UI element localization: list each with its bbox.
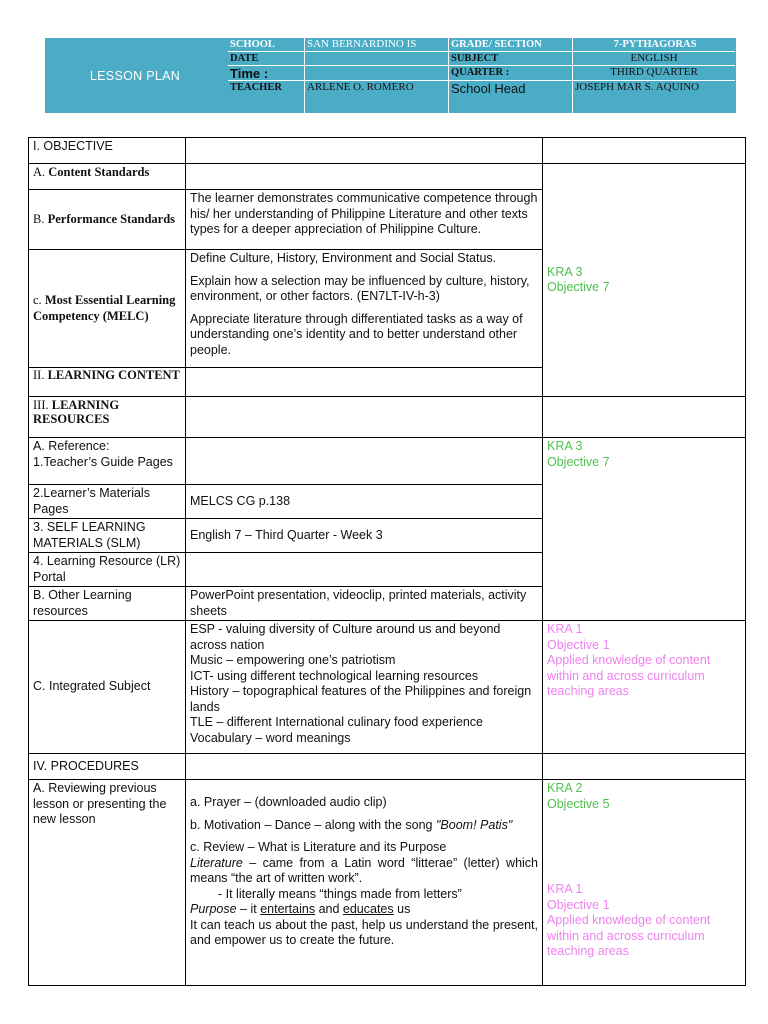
subject-label: SUBJECT (448, 52, 572, 66)
table-row (29, 621, 746, 754)
time-value (304, 66, 448, 81)
reference-label: A. Reference: 1.Teacher’s Guide Pages (29, 438, 186, 485)
kra-description: Applied knowledge of content within and across curriculum teaching areas (547, 653, 711, 698)
motivation-text: b. Motivation – Dance – along with the song "Boom! Patis" (190, 817, 513, 832)
melc-text: Define Culture, History, Environment and Social Status. Explain how a selection may be influenced by culture, history, environment, or other factors. (EN7LT-IV-h-3) Appreciate literature through differentiated tasks as a way of understanding one’s identity and to better understand other people. (186, 250, 543, 368)
review-text: c. Review – What is Literature and its Purpose (190, 840, 447, 854)
kra-label: KRA 3 (547, 264, 583, 279)
grade-section-label: GRADE/ SECTION (448, 38, 572, 52)
purpose-text: Purpose – it entertains and educates us (190, 902, 411, 916)
time-label: Time : (228, 66, 304, 81)
teach-text: It can teach us about the past, help us understand the present, and empower us to create the future. (190, 917, 538, 947)
table-row (29, 138, 746, 164)
prayer-text: a. Prayer – (downloaded audio clip) (190, 795, 387, 809)
other-resources-text: PowerPoint presentation, videoclip, printed materials, activity sheets (186, 587, 543, 621)
school-label: SCHOOL (228, 38, 304, 52)
kra-objective-cell (543, 621, 746, 754)
integrated-subject-text: ESP - valuing diversity of Culture around us and beyond across nation Music – empowering one’s patriotism ICT- using different technological learning resources History – topographical features of the Philippines and foreign lands TLE – different International culinary food experience Vocabulary – word meanings (186, 621, 543, 754)
objective-label: Objective 5 (547, 796, 610, 811)
objective-label: Objective 1 (547, 897, 610, 912)
header-info-grid (225, 38, 736, 113)
date-label: DATE (228, 52, 304, 66)
learners-materials-label: 2.Learner’s Materials Pages (29, 485, 186, 519)
subject-value: ENGLISH (572, 52, 735, 66)
learning-resources-label: III. LEARNING RESOURCES (29, 397, 186, 438)
kra-label: KRA 1 (547, 622, 583, 636)
quarter-label: QUARTER : (448, 66, 572, 81)
lesson-plan-title: LESSON PLAN (89, 68, 181, 83)
kra-objective-cell (543, 438, 746, 621)
kra-label: KRA 3 (547, 439, 583, 453)
melc-label: c. Most Essential Learning Competency (MELC) (29, 250, 186, 368)
teacher-label: TEACHER (230, 82, 282, 93)
reviewing-label: A. Reviewing previous lesson or presenting the new lesson (29, 780, 186, 986)
procedure-text (186, 780, 543, 986)
literally-text: - It literally means “things made from letters” (218, 886, 462, 901)
kra-label: KRA 1 (547, 882, 583, 896)
kra-objective-cell (543, 780, 746, 986)
lesson-plan-table (28, 137, 746, 986)
performance-standards-label: B. Performance Standards (29, 190, 186, 250)
objective-label: Objective 7 (547, 454, 610, 469)
learners-materials-text: MELCS CG p.138 (186, 485, 543, 519)
table-row (29, 164, 746, 190)
literature-definition: Literature – came from a Latin word “litterae” (letter) which means “the art of written work”. (190, 855, 538, 885)
other-resources-label: B. Other Learning resources (29, 587, 186, 621)
procedures-heading: IV. PROCEDURES (29, 754, 186, 780)
objective-heading: I. OBJECTIVE (29, 138, 186, 164)
table-row (29, 438, 746, 485)
objective-label: Objective 1 (547, 637, 610, 652)
school-head-label: School Head (448, 81, 572, 113)
teacher-value: ARLENE O. ROMERO (304, 81, 448, 113)
kra-description: Applied knowledge of content within and across curriculum teaching areas (547, 913, 711, 958)
lesson-plan-header (45, 38, 736, 113)
grade-section-value: 7-PYTHAGORAS (572, 38, 735, 52)
performance-standards-text: The learner demonstrates communicative competence through his/ her understanding of Philippine Literature and other texts types for a deeper appreciation of Philippine Culture. (186, 190, 543, 250)
date-value (304, 52, 448, 66)
learning-content-label: II. LEARNING CONTENT (29, 368, 186, 397)
kra-objective-cell (543, 164, 746, 397)
quarter-value: THIRD QUARTER (572, 66, 735, 81)
objective-label: Objective 7 (547, 280, 610, 294)
kra-label: KRA 2 (547, 781, 583, 795)
content-standards-label: A. Content Standards (29, 164, 186, 190)
slm-text: English 7 – Third Quarter - Week 3 (186, 519, 543, 553)
table-row (29, 780, 746, 986)
lr-portal-label: 4. Learning Resource (LR) Portal (29, 553, 186, 587)
slm-label: 3. SELF LEARNING MATERIALS (SLM) (29, 519, 186, 553)
table-row (29, 754, 746, 780)
integrated-subject-label: C. Integrated Subject (29, 621, 186, 754)
school-value: SAN BERNARDINO IS (304, 38, 448, 52)
table-row (29, 397, 746, 438)
school-head-value: JOSEPH MAR S. AQUINO (572, 81, 735, 113)
